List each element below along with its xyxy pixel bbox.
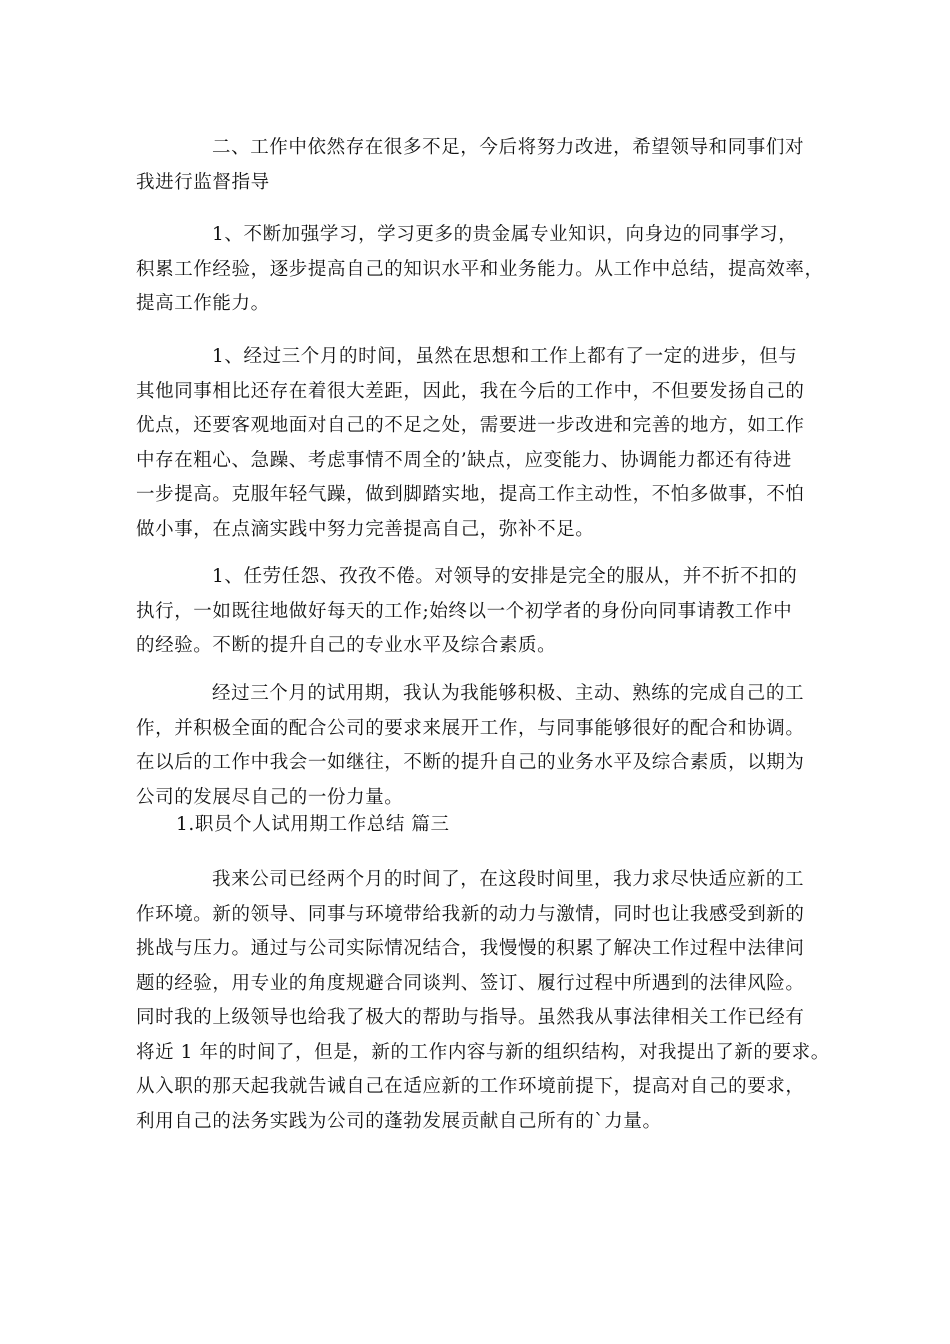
text-line: 中存在粗心、急躁、考虑事情不周全的’缺点，应变能力、协调能力都还有待进 (136, 449, 792, 471)
text-line: 我来公司已经两个月的时间了，在这段时间里，我力求尽快适应新的工 (212, 869, 805, 890)
text-line: 的经验。不断的提升自己的专业水平及综合素质。 (136, 635, 557, 656)
paragraph-three-months (136, 340, 826, 547)
text-line: 1、不断加强学习，学习更多的贵金属专业知识，向身边的同事学习， (212, 224, 798, 245)
text-line: 积累工作经验，逐步提高自己的知识水平和业务能力。从工作中总结，提高效率， (136, 258, 824, 280)
text-line: 题的经验，用专业的角度规避合同谈判、签订、履行过程中所遇到的法律风险。 (136, 972, 805, 994)
paragraph-shortcomings-heading (136, 131, 826, 200)
paragraph-two-months (136, 863, 830, 1139)
text-line: 将近 1 年的时间了，但是，新的工作内容与新的组织结构，对我提出了新的要求。 (136, 1041, 830, 1063)
paragraph-study (136, 218, 826, 322)
text-line: 我进行监督指导 (136, 171, 270, 193)
text-line: 优点，还要客观地面对自己的不足之处，需要进一步改进和完善的地方，如工作 (136, 415, 805, 436)
text-line: 在以后的工作中我会一如继往，不断的提升自己的业务水平及综合素质，以期为 (136, 752, 805, 773)
text-line: 1、经过三个月的时间，虽然在思想和工作上都有了一定的进步，但与 (212, 346, 798, 367)
paragraph-probation-summary (136, 677, 826, 815)
text-line: 提高工作能力。 (136, 293, 270, 314)
text-line: 经过三个月的试用期，我认为我能够积极、主动、熟练的完成自己的工 (212, 683, 805, 704)
text-line: 执行，一如既往地做好每天的工作;始终以一个初学者的身份向同事请教工作中 (136, 600, 793, 622)
text-line: 作环境。新的领导、同事与环境带给我新的动力与激情，同时也让我感受到新的 (136, 903, 805, 925)
text-line: 利用自己的法务实践为公司的蓬勃发展贡献自己所有的`力量。 (136, 1110, 662, 1132)
text-line: 一步提高。克服年轻气躁，做到脚踏实地，提高工作主动性，不怕多做事，不怕 (136, 484, 805, 505)
text-line: 1、任劳任怨、孜孜不倦。对领导的安排是完全的服从，并不折不扣的 (212, 566, 798, 587)
text-line: 作，并积极全面的配合公司的要求来展开工作，与同事能够很好的配合和协调。 (136, 717, 805, 739)
section-title: 1.职员个人试用期工作总结 篇三 (176, 814, 450, 835)
paragraph-diligence (136, 560, 826, 664)
text-line: 同时我的上级领导也给我了极大的帮助与指导。虽然我从事法律相关工作已经有 (136, 1007, 805, 1028)
text-line: 挑战与压力。通过与公司实际情况结合，我慢慢的积累了解决工作过程中法律问 (136, 938, 805, 959)
section-heading-part-three (136, 808, 826, 843)
text-line: 公司的发展尽自己的一份力量。 (136, 786, 404, 808)
text-line: 其他同事相比还存在着很大差距，因此，我在今后的工作中，不但要发扬自己的 (136, 380, 805, 402)
text-line: 二、工作中依然存在很多不足，今后将努力改进，希望领导和同事们对 (212, 137, 805, 158)
text-line: 做小事，在点滴实践中努力完善提高自己，弥补不足。 (136, 518, 595, 540)
text-line: 从入职的那天起我就告诫自己在适应新的工作环境前提下，提高对自己的要求， (136, 1076, 805, 1097)
